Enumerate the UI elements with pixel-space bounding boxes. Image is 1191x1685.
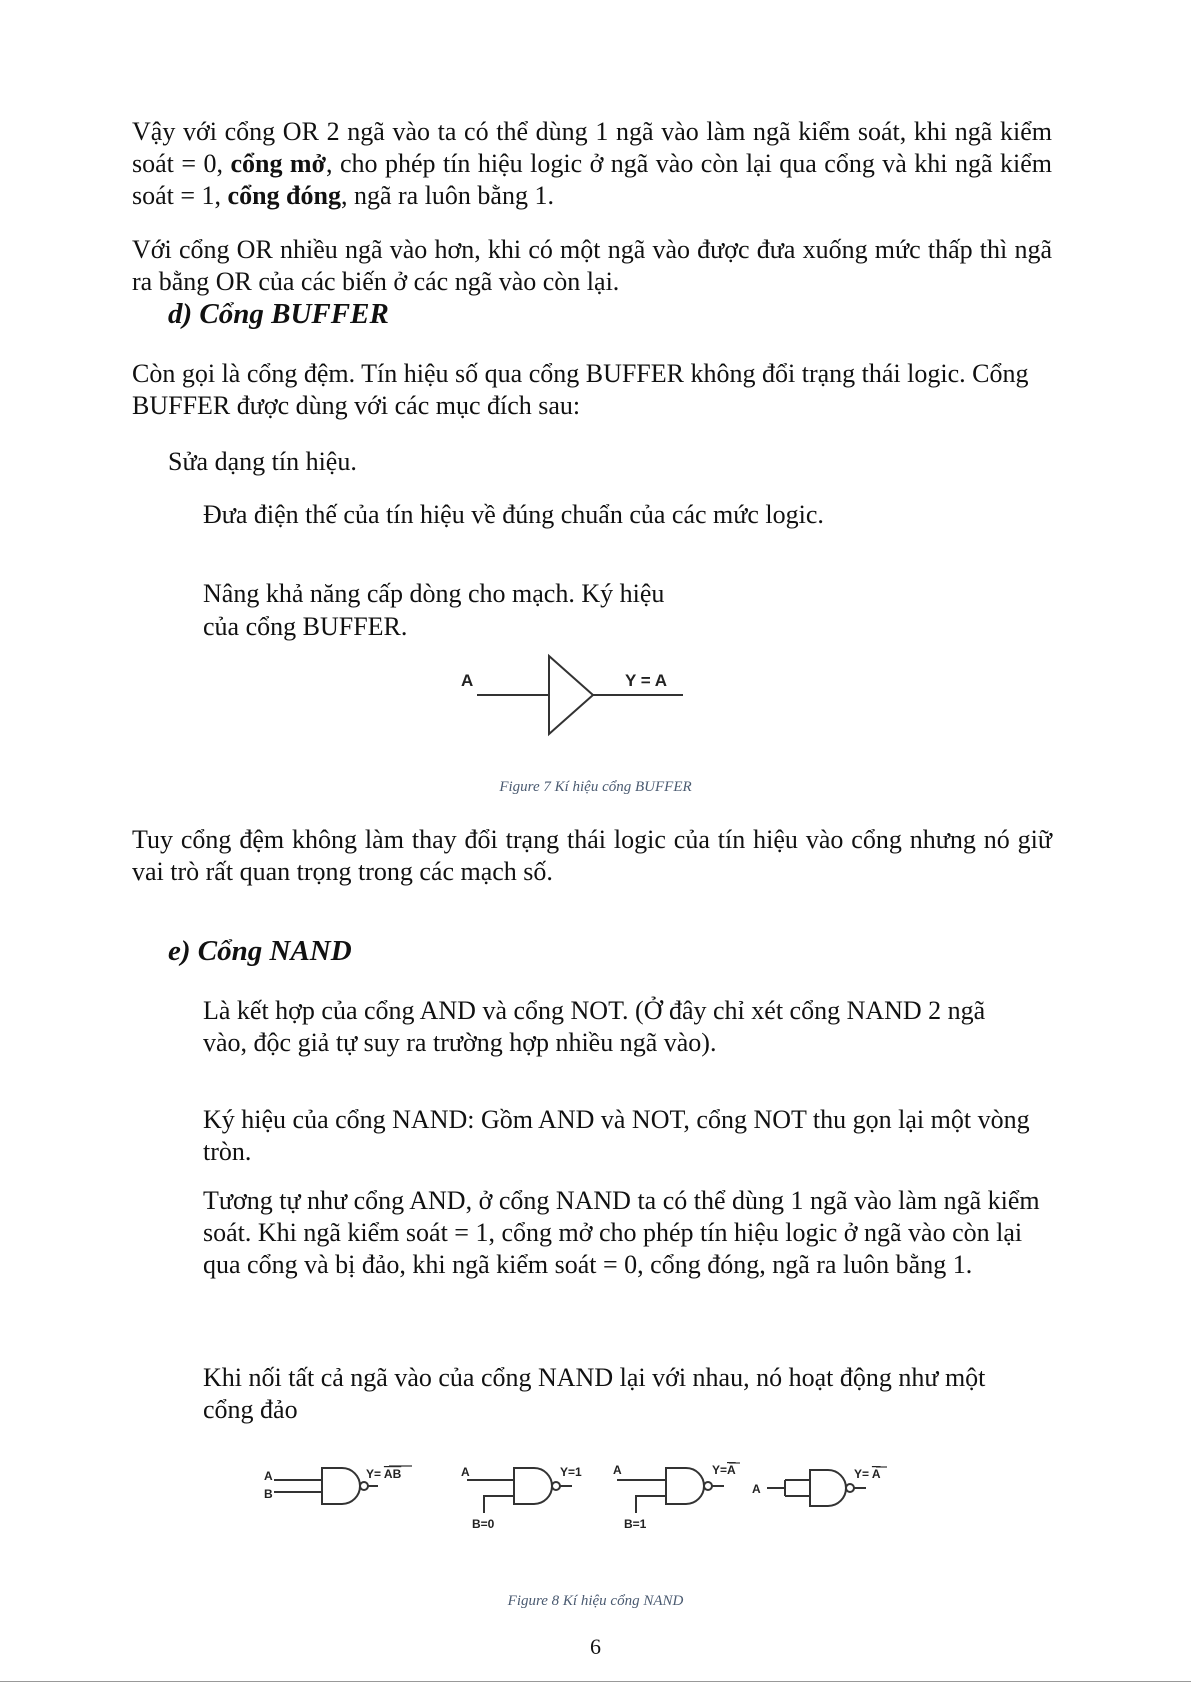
nand-paragraph-3: Tương tự như cổng AND, ở cổng NAND ta có thể dùng 1 ngã vào làm ngã kiểm soát. Khi ngã kiểm soát = 1, cổng mở cho phép tín hiệu logic ở ngã vào còn lại qua cổng và bị đảo, khi ngã kiểm soát = 0, cổng đóng, ngã ra luôn bằng 1. [203, 1186, 1040, 1279]
buffer-input-label: A [461, 671, 474, 690]
buffer-output-label: Y = A [625, 671, 668, 690]
nand-gate-2 [461, 1465, 582, 1531]
nand4-output-label: Y= A [854, 1467, 881, 1481]
text-run: Vậy với cổng OR 2 ngã vào ta có thể dùng 1 ngã vào làm ngã kiểm soát, khi ngã kiểm soát = 0, [132, 117, 1052, 178]
bold-text-gate-open: cổng mở [230, 149, 326, 178]
buffer-intro: Còn gọi là cổng đệm. Tín hiệu số qua cổng BUFFER không đổi trạng thái logic. Cổng BUFFER được dùng với các mục đích sau: [132, 359, 1029, 420]
nand-paragraph-2: Ký hiệu của cổng NAND: Gồm AND và NOT, cổng NOT thu gọn lại một vòng tròn. [203, 1105, 1030, 1166]
nand-gate-4 [752, 1467, 887, 1506]
buffer-heading: d) Cổng BUFFER [168, 298, 389, 330]
buffer-list-item-3-line-2: của cổng BUFFER. [203, 612, 408, 641]
or-paragraph-2: Với cổng OR nhiều ngã vào hơn, khi có một ngã vào được đưa xuống mức thấp thì ngã ra bằng OR của các biến ở các ngã vào còn lại. [132, 235, 1052, 296]
nand1-output-label: Y= AB [366, 1467, 402, 1481]
buffer-closing-paragraph: Tuy cổng đệm không làm thay đổi trạng thái logic của tín hiệu vào cổng nhưng nó giữ vai trò rất quan trọng trong các mạch số. [132, 825, 1052, 886]
page-number: 6 [590, 1634, 601, 1659]
nand1-input-a-label: A [264, 1469, 273, 1483]
nand-paragraph-4: Khi nối tất cả ngã vào của cổng NAND lại với nhau, nó hoạt động như một cổng đảo [203, 1363, 986, 1424]
bold-text-gate-closed: cổng đóng [227, 181, 341, 210]
nand1-input-b-label: B [264, 1487, 273, 1501]
buffer-list-item-3-line-1: Nâng khả năng cấp dòng cho mạch. Ký hiệu [203, 579, 665, 608]
buffer-list-item-2: Đưa điện thế của tín hiệu về đúng chuẩn của các mức logic. [203, 500, 824, 529]
figure-8-caption: Figure 8 Kí hiệu cổng NAND [507, 1593, 684, 1609]
nand2-input-a-label: A [461, 1465, 470, 1479]
buffer-list-item-1: Sửa dạng tín hiệu. [168, 447, 357, 476]
or-paragraph-1 [132, 116, 1052, 212]
buffer-triangle-symbol [549, 656, 593, 734]
figure-7-caption: Figure 7 Kí hiệu cổng BUFFER [499, 779, 692, 795]
page-bottom-rule [0, 1681, 1191, 1682]
nand3-output-label: Y=A [712, 1463, 736, 1477]
nand3-input-a-label: A [613, 1463, 622, 1477]
nand-gate-1 [264, 1466, 412, 1504]
nand-gates-figure [262, 1458, 922, 1538]
nand2-input-b-label: B=0 [472, 1517, 495, 1531]
text-run: , cho phép tín hiệu logic ở ngã vào còn lại qua cổng và khi ngã kiểm soát = 1, [132, 149, 1052, 210]
nand-gate-3 [613, 1463, 740, 1531]
buffer-gate-figure [455, 636, 695, 746]
nand3-input-b-label: B=1 [624, 1517, 647, 1531]
nand-paragraph-1: Là kết hợp của cổng AND và cổng NOT. (Ở đây chỉ xét cổng NAND 2 ngã vào, độc giả tự suy ra trường hợp nhiều ngã vào). [203, 996, 986, 1057]
nand2-output-label: Y=1 [560, 1465, 582, 1479]
text-run: , ngã ra luôn bằng 1. [340, 181, 554, 210]
nand-heading: e) Cổng NAND [168, 935, 352, 967]
nand4-input-a-label: A [752, 1482, 761, 1496]
